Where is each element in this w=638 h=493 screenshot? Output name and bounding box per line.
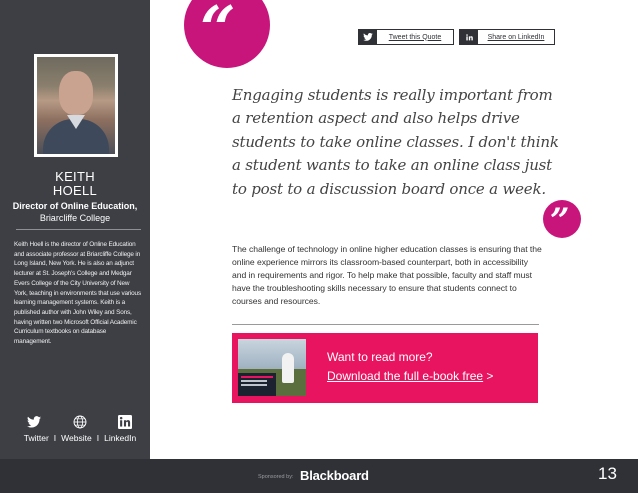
- body-paragraph: The challenge of technology in online higher education classes is ensuring that the online experience mirrors its classroom-based counterpart, both in accessibility and in requirements and rigor. To help make that possible, faculty and staff must have the troubleshooting skills necessary to ensure that students connect to courses and resources.: [232, 244, 542, 306]
- author-last-name: HOELL: [52, 183, 98, 198]
- author-portrait-image: [37, 57, 115, 154]
- share-linkedin-button[interactable]: [459, 29, 555, 45]
- twitter-link[interactable]: Twitter: [23, 433, 49, 443]
- download-ebook-label: Download the full e-book free: [327, 369, 484, 383]
- blackboard-logo: Blackboard: [300, 468, 369, 483]
- twitter-bird-icon: [359, 30, 377, 44]
- pull-quote: Engaging students is really important from a retention aspect and also helps drive students to take online classes. I don't think a student wants to take an online class just to post to a discussion board once a week.: [232, 86, 559, 198]
- author-title: Director of Online Education,: [12, 201, 138, 211]
- author-photo: [34, 54, 118, 157]
- author-bio: Keith Hoell is the director of Online Education and associate professor at Briarcliffe College in Long Island, New York. He is also an adjunct lecturer at St. Joseph's College and Medgar Evers College of the City University of New York, teaching in environments that use various learning management systems. Keith is a published author with John Wiley and Sons, having written two Microsoft Official Academic Curriculum textbooks on database management.: [14, 241, 141, 346]
- author-name: [0, 170, 150, 198]
- linkedin-link[interactable]: LinkedIn: [104, 433, 137, 443]
- sidebar-divider: [16, 229, 141, 230]
- globe-icon[interactable]: [72, 414, 88, 430]
- linkedin-icon: [460, 30, 478, 44]
- twitter-bird-icon[interactable]: [26, 414, 42, 430]
- download-ebook-link[interactable]: [327, 369, 493, 383]
- author-sidebar: [0, 0, 150, 459]
- social-separator: I: [53, 433, 57, 443]
- sponsored-label: Sponsored by:: [258, 474, 294, 480]
- social-links: [0, 433, 160, 443]
- share-linkedin-label: Share on LinkedIn: [487, 33, 545, 41]
- linkedin-icon[interactable]: [117, 414, 133, 430]
- open-quote-icon: “: [200, 0, 236, 65]
- ebook-cover-image: [238, 339, 306, 396]
- close-quote-icon: ”: [550, 201, 570, 241]
- chevron-right-icon: >: [483, 369, 494, 383]
- author-first-name: KEITH: [55, 169, 95, 184]
- tweet-quote-label: Tweet this Quote: [388, 33, 442, 41]
- page-number: 13: [598, 464, 617, 483]
- author-organization: Briarcliffe College: [39, 213, 111, 223]
- tweet-quote-button[interactable]: [358, 29, 454, 45]
- cta-title: Want to read more?: [327, 350, 433, 364]
- social-separator: I: [96, 433, 100, 443]
- content-divider: [232, 324, 539, 325]
- social-icons: [26, 414, 136, 430]
- website-link[interactable]: Website: [61, 433, 92, 443]
